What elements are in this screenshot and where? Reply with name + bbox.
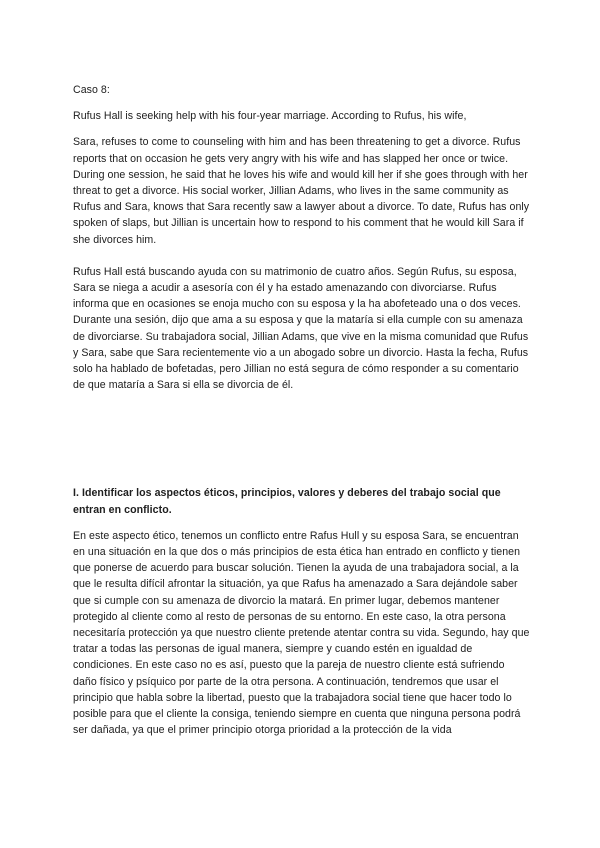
english-intro-line: Rufus Hall is seeking help with his four-year marriage. According to Rufus, his wife, (73, 110, 467, 123)
english-case-paragraph: Sara, refuses to come to counseling with him and has been threatening to get a divorce. Rufus reports that on occasion he gets very angry with his wife and has slapped her once or twice. During one session, he said that he loves his wife and would kill her if she goes through with her threat to get a divorce. His social worker, Jillian Adams, who lives in the same community as Rufus and Sara, knows that Sara recently saw a lawyer about a divorce. To date, Rufus has only spoken of slaps, but Jillian is uncertain how to respond to his comment that he would kill Sara if she divorces him. (73, 136, 530, 246)
document-page (73, 82, 531, 739)
section-heading: I. Identificar los aspectos éticos, principios, valores y deberes del trabajo social que entran en conflicto. (73, 487, 501, 516)
section-body-paragraph: En este aspecto ético, tenemos un conflicto entre Rafus Hull y su esposa Sara, se encuentran en una situación en la que dos o más principios de esta ética han entrado en conflicto y tienen que ponerse de acuerdo para buscar solución. Tienen la ayuda de una trabajadora social, a la que le resulta difícil afrontar la situación, ya que Rafus ha amenazado a Sara dejándole saber que si cumple con su amenaza de divorcio la matará. En primer lugar, debemos mantener protegido al cliente como al resto de personas de su entorno. En este caso, la otra persona necesitaría protección ya que nuestro cliente pretende atentar contra su vida. Segundo, hay que tratar a todas las personas de igual manera, siempre y cuando estén en igualdad de condiciones. En este caso no es así, puesto que la pareja de nuestro cliente está sufriendo daño físico y psíquico por parte de la otra persona. A continuación, tendremos que usar el principio que habla sobre la libertad, puesto que la trabajadora social tiene que hacer todo lo posible para que el cliente la consiga, teniendo siempre en cuenta que ninguna persona podrá ser dañada, ya que el primer principio otorga prioridad a la protección de la vida (73, 529, 530, 737)
case-label: Caso 8: (73, 84, 110, 96)
spanish-case-paragraph: Rufus Hall está buscando ayuda con su matrimonio de cuatro años. Según Rufus, su esposa, Sara se niega a acudir a asesoría con él y ha estado amenazando con divorciarse. Rufus informa que en ocasiones se enoja mucho con su esposa y la ha abofeteado una o dos veces. Durante una sesión, dijo que ama a su esposa y que la mataría si ella cumple con su amenaza de divorciarse. Su trabajadora social, Jillian Adams, que vive en la misma comunidad que Rufus y Sara, sabe que Sara recientemente vio a un abogado sobre un divorcio. Hasta la fecha, Rufus solo ha hablado de bofetadas, pero Jillian no está segura de cómo responder a su comentario de que mataría a Sara si ella se divorcia de él. (73, 265, 529, 392)
